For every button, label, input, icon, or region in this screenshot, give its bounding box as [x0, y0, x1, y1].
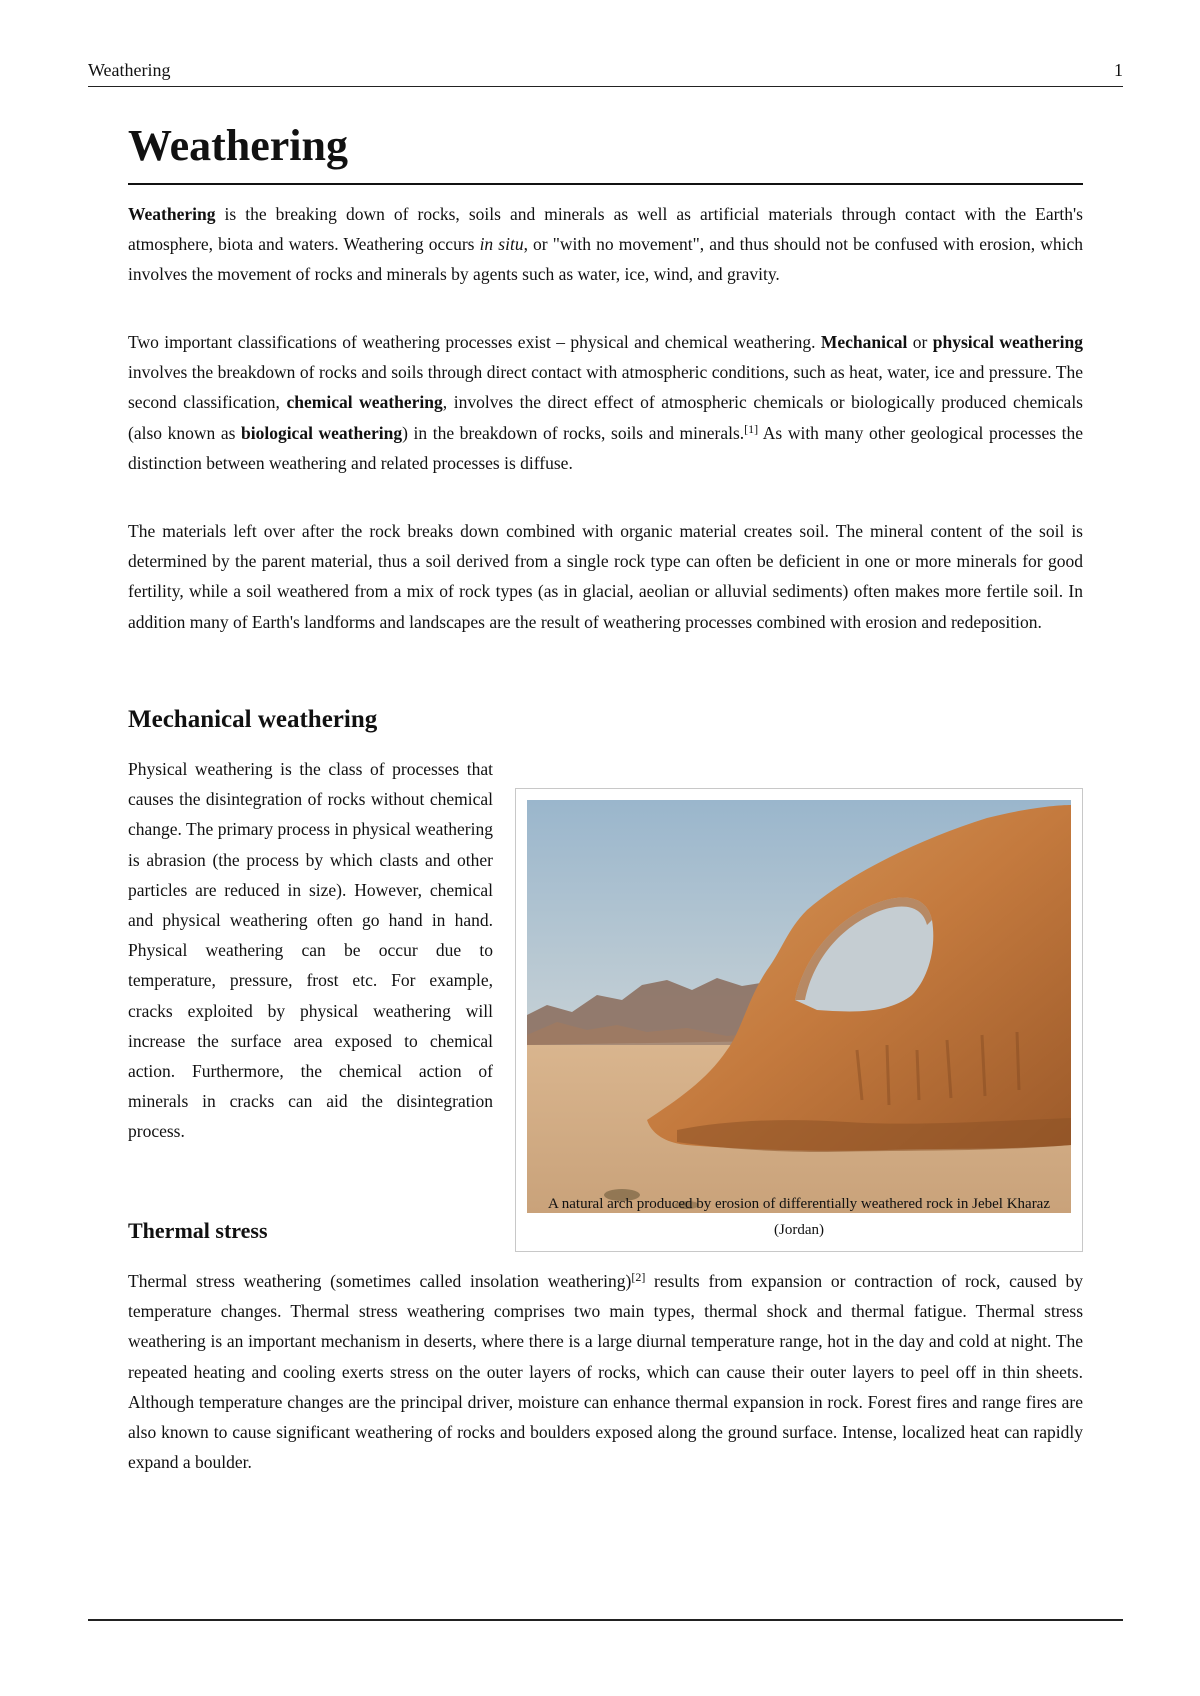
page-number: 1	[1114, 60, 1123, 80]
bold-term: chemical weathering	[286, 392, 443, 413]
section-heading-thermal-stress: Thermal stress	[128, 1218, 268, 1243]
figure-natural-arch	[515, 788, 1083, 1252]
bold-term: biological weathering	[240, 422, 403, 443]
bold-term: Weathering	[128, 204, 216, 224]
title-divider	[128, 183, 1083, 185]
section-heading-mechanical: Mechanical weathering	[128, 706, 378, 733]
header-title: Weathering	[88, 60, 171, 80]
reference-link[interactable]: [1]	[744, 421, 759, 436]
running-header	[88, 58, 1123, 87]
reference-link[interactable]: [2]	[631, 1270, 646, 1284]
thermal-stress-paragraph: Thermal stress weathering (sometimes called insolation weathering)[2] results from expansion or contraction of rock, caused by temperature changes. Thermal stress weathering comprises two main types, thermal shock and thermal fatigue. Thermal stress weathering is an important mechanism in deserts, where there is a large diurnal temperature range, hot in the day and cold at night. The repeated heating and cooling exerts stress on the outer layers of rocks, which can cause their outer layers to peel off in thin sheets. Although temperature changes are the principal driver, moisture can enhance thermal expansion in rock. Forest fires and range fires are also known to cause significant weathering of rocks and boulders exposed along the ground surface. Intense, localized heat can rapidly expand a boulder.	[128, 1270, 1083, 1473]
intro-paragraph-2: Two important classifications of weathering processes exist – physical and chemical weathering. Mechanical or physical weathering involves the breakdown of rocks and soils through direct contact with atmospheric conditions, such as heat, water, ice and pressure. The second classification, chemical weathering, involves the direct effect of atmospheric chemicals or biologically produced chemicals (also known as biological weathering) in the breakdown of rocks, soils and minerals.[1] As with many other geological processes the distinction between weathering and related processes is diffuse.	[128, 332, 1083, 473]
page-title: Weathering	[128, 121, 348, 170]
figure-caption: A natural arch produced by erosion of differentially weathered rock in Jebel Kharaz (Jordan)	[547, 1196, 1051, 1238]
footer-divider	[88, 1619, 1123, 1621]
natural-arch-photo[interactable]	[527, 800, 1071, 1213]
intro-paragraph-3: The materials left over after the rock breaks down combined with organic material creates soil. The mineral content of the soil is determined by the parent material, thus a soil derived from a single rock type can often be deficient in one or more minerals for good fertility, while a soil weathered from a mix of rock types (as in glacial, aeolian or alluvial sediments) often makes more fertile soil. In addition many of Earth's landforms and landscapes are the result of weathering processes combined with erosion and redeposition.	[128, 521, 1083, 632]
bold-term: physical weathering	[932, 332, 1083, 352]
bold-term: Mechanical	[820, 332, 908, 352]
mechanical-paragraph: Physical weathering is the class of processes that causes the disintegration of rocks without chemical change. The primary process in physical weathering is abrasion (the process by which clasts and other particles are reduced in size). However, chemical and physical weathering often go hand in hand. Physical weathering can be occur due to temperature, pressure, frost etc. For example, cracks exploited by physical weathering will increase the surface area exposed to chemical action. Furthermore, the chemical action of minerals in cracks can aid the disintegration process.	[128, 759, 493, 1142]
intro-paragraph-1: Weathering is the breaking down of rocks, soils and minerals as well as artificial materials through contact with the Earth's atmosphere, biota and waters. Weathering occurs in situ, or "with no movement", and thus should not be confused with erosion, which involves the movement of rocks and minerals by agents such as water, ice, wind, and gravity.	[128, 204, 1083, 285]
italic-term: in situ	[479, 234, 524, 255]
